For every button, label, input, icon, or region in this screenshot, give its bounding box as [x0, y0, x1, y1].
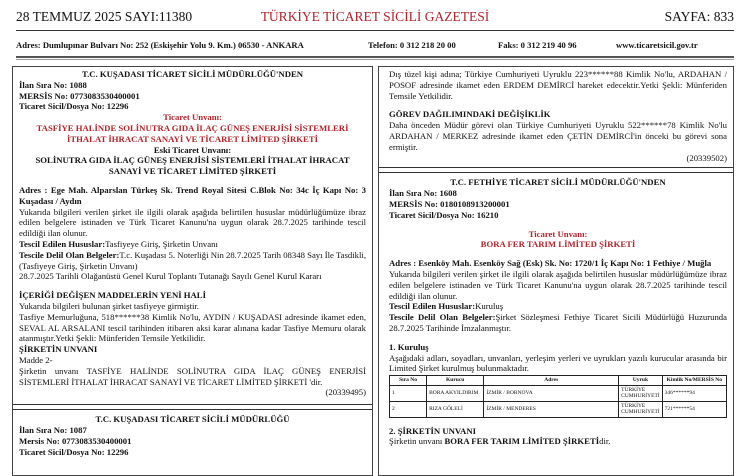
section-heading: GÖREV DAĞILIMINDAKİ DEĞİŞİKLİK [389, 109, 551, 120]
notice-1087 [19, 414, 366, 457]
notice-continued [389, 69, 727, 163]
table-cell: TÜRKİYE CUMHURİYETİ [619, 401, 663, 417]
company-name: BORA FER TARIM LİMİTED ŞİRKETİ [480, 239, 636, 250]
table-cell: 2 [390, 401, 427, 417]
tescil-value: Kuruluş [475, 301, 504, 312]
website-link[interactable]: www.ticaretsicil.gov.tr [616, 40, 698, 50]
mersis-no: MERSİS No: 0773083530400001 [19, 90, 140, 101]
sicil-no: Ticaret Sicil/Dosya No: 12296 [19, 101, 129, 112]
gazette-header [16, 9, 734, 29]
company-name-inline: BORA FER TARIM LİMİTED ŞİRKETİ [444, 436, 600, 447]
paragraph: Şirketin unvanı TASFİYE HALİNDE SOLİNUTRA GIDA İLAÇ GÜNEŞ ENERJİSİ SİSTEMLERİ İTHALAT İHRACAT SANAYİ VE TİCARET LİMİTED ŞİRKETİ 'dir. [19, 365, 366, 387]
table-row [390, 385, 727, 401]
unvan-label: Ticaret Unvanı: [528, 228, 588, 239]
ilan-no: İlan Sıra No: 1087 [19, 424, 87, 435]
notice-1088 [19, 69, 366, 398]
fax: Faks: 0 312 219 40 96 [498, 40, 577, 50]
paragraph: Daha önceden Müdür görevi olan Türkiye Cumhuriyeti Uyruklu 522******78 Kimlik No'lu ARDAHAN / MERKEZ adresinde ikamet eden ÇETİN DEMİRCİ'in önceki bu görevi sona ermiştir. [389, 120, 727, 152]
mersis-no: MERSİS No: 0180108913200001 [389, 198, 510, 209]
table-cell: BORA AKYILDIRIM [427, 385, 484, 401]
belge-value: Şirket Sözleşmesi Fethiye Ticaret Sicili Müdürlüğü Huzurunda 28.7.2025 Tarihinde İmzalanmıştır. [389, 312, 727, 333]
karar: 28.7.2025 Tarihli Olağanüstü Genel Kurul Toplantı Tutanağı Sayılı Genel Kurul Kararı [19, 271, 322, 282]
ilan-no: İlan Sıra No: 1608 [389, 188, 457, 199]
table-header-row [390, 376, 727, 386]
page-number: SAYFA: 833 [664, 9, 734, 24]
issue-date: 28 TEMMUZ 2025 SAYI:11380 [16, 9, 193, 24]
table-cell: TÜRKİYE CUMHURİYETİ [619, 385, 663, 401]
office-title: T.C. KUŞADASI TİCARET SİCİLİ MÜDÜRLÜĞÜ'NDEN [81, 69, 304, 79]
unvan-label: Ticaret Unvanı: [163, 112, 222, 123]
notice-code: (20339495) [325, 387, 366, 398]
tescil-label: Tescil Edilen Hususlar: [19, 238, 106, 249]
table-cell: 346******94 [662, 385, 726, 401]
notice-body: Yukarıda bilgileri verilen şirket ile ilgili olarak aşağıda belirtilen hususlar müdürlüğümüze ibraz edilen belgelere istinaden ve Türk Ticaret Kanunu'na uygun olarak 28.7.2025 tarihinde tescil edildiği ilan olunur. [19, 206, 366, 239]
tescil-label: Tescil Edilen Hususlar: [389, 301, 476, 312]
paragraph: Dış tüzel kişi adına; Türkiye Cumhuriyeti Uyruklu 223******88 Kimlik No'lu, ARDAHAN / POSOF adresinde ikamet eden ERDEM DEMİRCİ hareket edecektir.Yetki Şekli: Münferiden Temsile Yetkilidir. [389, 69, 727, 101]
company-address: Adres : Ege Mah. Alparslan Türkeş Sk. Trend Royal Sitesi C.Blok No: 34c İç Kapı No: 3 Kuşadası / Aydın [19, 184, 366, 206]
paragraph: Madde 2- [19, 354, 53, 365]
gazette-title: TÜRKİYE TİCARET SİCİLİ GAZETESİ [260, 9, 490, 24]
column-header: Adres [484, 376, 619, 386]
notice-body: Yukarıda bilgileri verilen şirket ile ilgili olarak aşağıda belirtilen hususlar müdürlüğümüze ibraz edilen belgelere istinaden ve Türk Ticaret Kanunu'na uygun olarak 28.7.2025 tarihinde tescil edildiği ilan olunur. [389, 268, 727, 301]
notice-separator [379, 167, 733, 173]
old-company-name: SOLİNUTRA GIDA İLAÇ GÜNEŞ ENERJİSİ SİSTEMLERİ İTHALAT İHRACAT SANAYİ VE TİCARET LİMİTED ŞİRKETİ [35, 155, 350, 177]
header-rule [16, 30, 734, 31]
notice-code: (20339502) [686, 152, 727, 163]
text: Şirketin unvanı [389, 436, 445, 447]
column-header: Kurucu [427, 376, 484, 386]
text: dir. [599, 436, 611, 447]
address: Adres: Dumlupınar Bulvarı No: 252 (Eskişehir Yolu 9. Km.) 06530 - ANKARA [16, 40, 304, 50]
table-cell: İZMİR / BORNOVA [484, 385, 619, 401]
table-cell: RIZA GÖLELİ [427, 401, 484, 417]
paragraph: Aşağıdaki adları, soyadları, unvanları, yerleşim yerleri ve uyrukları yazılı kurucular arasında bir Limited Şirket kurulmuş bulunmaktadır. [389, 352, 727, 374]
contact-bar [16, 40, 734, 52]
tescil-value: Tasfiyeye Giriş, Şirketin Unvanı [105, 238, 218, 249]
column-header: Kimlik No/MERSİS No [662, 376, 726, 386]
company-name: TASFİYE HALİNDE SOLİNUTRA GIDA İLAÇ GÜNEŞ ENERJİSİ SİSTEMLERİ İTHALAT İHRACAT SANAYİ VE TİCARET LİMİTED ŞİRKETİ [36, 122, 349, 144]
section-heading: İÇERİĞİ DEĞİŞEN MADDELERİN YENİ HALİ [19, 290, 206, 301]
notice-separator [13, 404, 372, 410]
column-header: Uyruk [619, 376, 663, 386]
office-title: T.C. KUŞADASI TİCARET SİCİLİ MÜDÜRLÜĞÜ [95, 414, 290, 425]
belge-label: Tescile Delil Olan Belgeler: [389, 312, 496, 323]
paragraph: Yukarıda bilgileri bulunan şirket tasfiyeye girmiştir. [19, 300, 199, 311]
right-column [378, 66, 734, 476]
sicil-no: Ticaret Sicil/Dosya No: 16210 [389, 209, 499, 220]
table-cell: 1 [390, 385, 427, 401]
phone: Telefon: 0 312 218 20 00 [368, 40, 456, 50]
ilan-no: İlan Sıra No: 1088 [19, 79, 87, 90]
office-title: T.C. FETHİYE TİCARET SİCİLİ MÜDÜRLÜĞÜ'NDEN [450, 177, 666, 188]
section-heading: 2. ŞİRKETİN UNVANI [389, 425, 476, 436]
belge-value: T.c. Kuşadası 5. Noterliği Nin 28.7.2025 Tarih 08348 Sayı İle Tasdikli, (Tasfiyeye Giriş, Şirketin Unvanı) [19, 249, 366, 271]
left-column [12, 66, 373, 476]
mersis-no: Mersis No: 0773083530400001 [19, 435, 132, 446]
old-name-label: Eski Ticaret Unvanı: [153, 144, 232, 155]
notice-1608 [389, 177, 727, 447]
column-header: Sıra No [390, 376, 427, 386]
company-address: Adres : Esenköy Mah. Esenköy Sağ (Esk) Sk. No: 1720/1 İç Kapı No: 1 Fethiye / Muğla [389, 258, 712, 269]
paragraph: Tasfiye Memurluğuna, 518******38 Kimlik No'lu, AYDIN / KUŞADASI adresinde ikamet eden, SEVAL AL ARSALANI tescil tarihinden itibaren aksi karar alınana kadar Tasfiye Memuru olarak atanmıştır.Yetki Şekli: Münferiden Temsile Yetkilidir. [19, 311, 366, 344]
section-heading: ŞİRKETİN UNVANI [19, 344, 98, 355]
section-heading: 1. Kuruluş [389, 341, 429, 352]
table-cell: İZMİR / MENDERES [484, 401, 619, 417]
table-row [390, 401, 727, 417]
contact-rule [16, 56, 734, 60]
belge-label: Tescile Delil Olan Belgeler: [19, 249, 120, 260]
table-cell: 721******54 [662, 401, 726, 417]
sicil-no: Ticaret Sicil/Dosya No: 12296 [19, 446, 129, 457]
founders-table [389, 375, 727, 418]
